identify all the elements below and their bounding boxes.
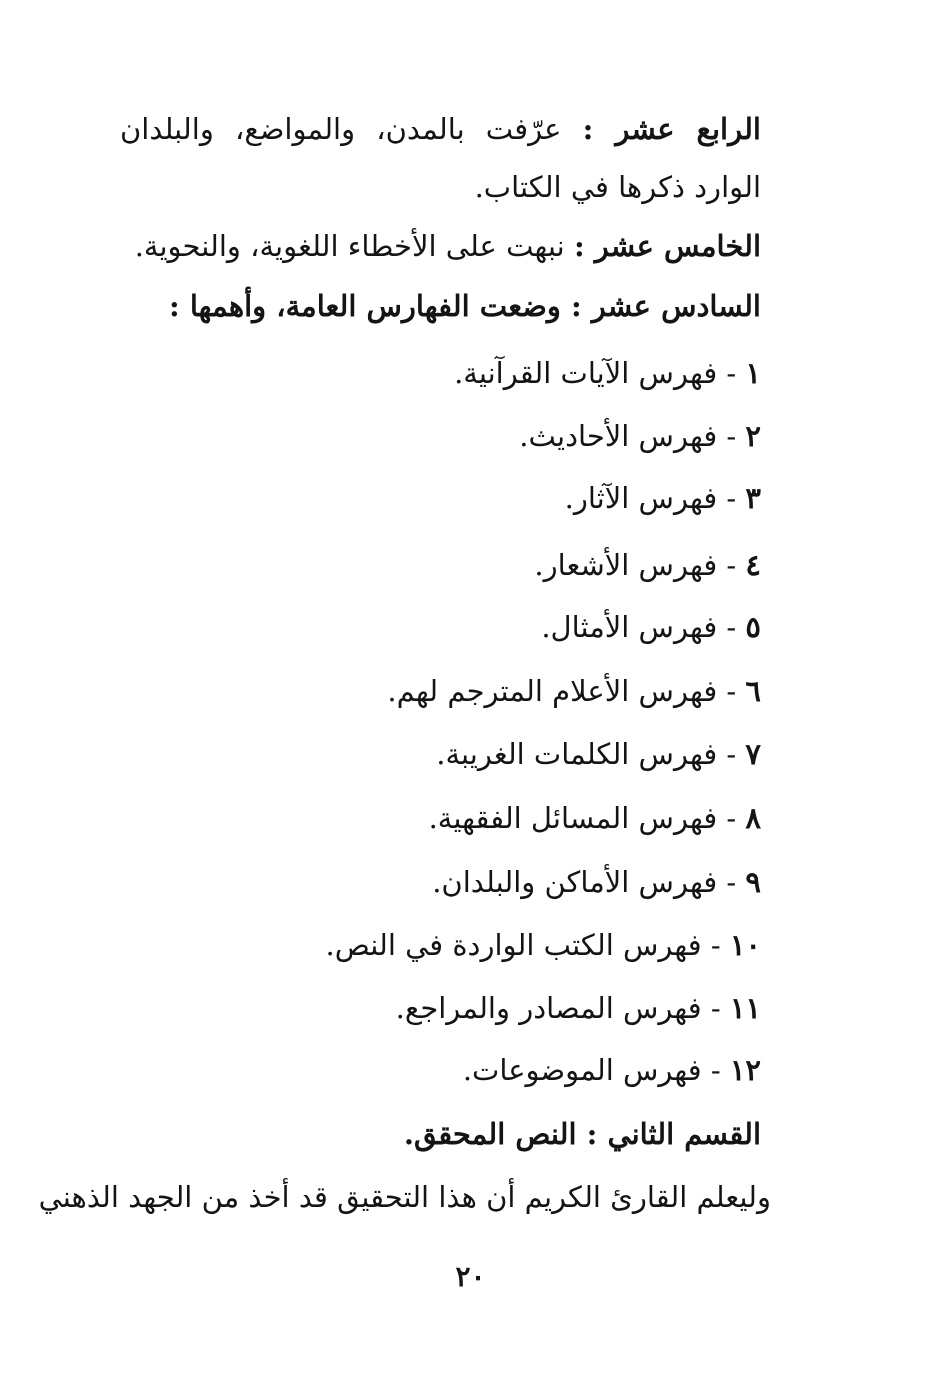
point-15-text: نبهت على الأخطاء اللغوية، والنحوية. xyxy=(134,229,565,263)
point-15-line xyxy=(135,226,761,266)
index-number: ٨ xyxy=(745,801,761,835)
index-item xyxy=(432,862,761,902)
index-item xyxy=(436,734,761,774)
point-16-text: وضعت الفهارس العامة، وأهمها : xyxy=(169,289,561,323)
index-text: - فهرس المسائل الفقهية. xyxy=(428,801,737,835)
section-2-heading: القسم الثاني : xyxy=(586,1117,761,1151)
page-number: ٢٠ xyxy=(455,1260,486,1293)
index-number: ٣ xyxy=(745,481,761,515)
index-number: ٦ xyxy=(745,674,761,708)
index-item xyxy=(519,416,761,456)
point-16-heading: السادس عشر : xyxy=(571,289,761,323)
index-number: ٢ xyxy=(745,419,761,453)
index-item xyxy=(541,607,761,647)
index-text: - فهرس الآيات القرآنية. xyxy=(454,356,737,390)
index-text: - فهرس الأشعار. xyxy=(534,548,737,582)
index-item xyxy=(429,798,761,838)
index-item xyxy=(396,988,761,1028)
index-number: ١ xyxy=(745,356,761,390)
index-item xyxy=(326,925,762,965)
section-2-line xyxy=(404,1114,761,1154)
index-text: - فهرس الأماكن والبلدان. xyxy=(432,865,737,899)
index-text: - فهرس الأمثال. xyxy=(541,610,737,644)
index-item xyxy=(387,671,761,711)
closing-paragraph: وليعلم القارئ الكريم أن هذا التحقيق قد أخذ من الجهد الذهني xyxy=(38,1180,771,1214)
index-number: ٧ xyxy=(745,737,761,771)
index-text: - فهرس الكلمات الغريبة. xyxy=(436,737,737,771)
index-item xyxy=(565,478,761,518)
point-14-heading: الرابع عشر : xyxy=(582,112,761,146)
index-text: - فهرس المصادر والمراجع. xyxy=(395,991,721,1025)
point-14-text: عرّفت بالمدن، والمواضع، والبلدان الوارد ذكرها في الكتاب. xyxy=(120,112,761,204)
index-text: - فهرس الكتب الواردة في النص. xyxy=(325,928,721,962)
index-item xyxy=(454,353,761,393)
point-15-heading: الخامس عشر : xyxy=(573,229,761,263)
index-text: - فهرس الموضوعات. xyxy=(462,1053,721,1087)
index-item xyxy=(463,1050,761,1090)
point-14-paragraph xyxy=(120,100,761,216)
index-number: ١١ xyxy=(729,991,761,1025)
index-text: - فهرس الآثار. xyxy=(564,481,737,515)
index-number: ١٠ xyxy=(729,928,761,962)
index-text: - فهرس الأعلام المترجم لهم. xyxy=(387,674,737,708)
index-text: - فهرس الأحاديث. xyxy=(519,419,737,453)
index-number: ٤ xyxy=(745,548,761,582)
index-number: ٥ xyxy=(745,610,761,644)
section-2-text: النص المحقق. xyxy=(403,1117,577,1151)
index-item xyxy=(534,545,761,585)
index-number: ٩ xyxy=(745,865,761,899)
index-number: ١٢ xyxy=(729,1053,761,1087)
point-16-line xyxy=(169,286,761,326)
